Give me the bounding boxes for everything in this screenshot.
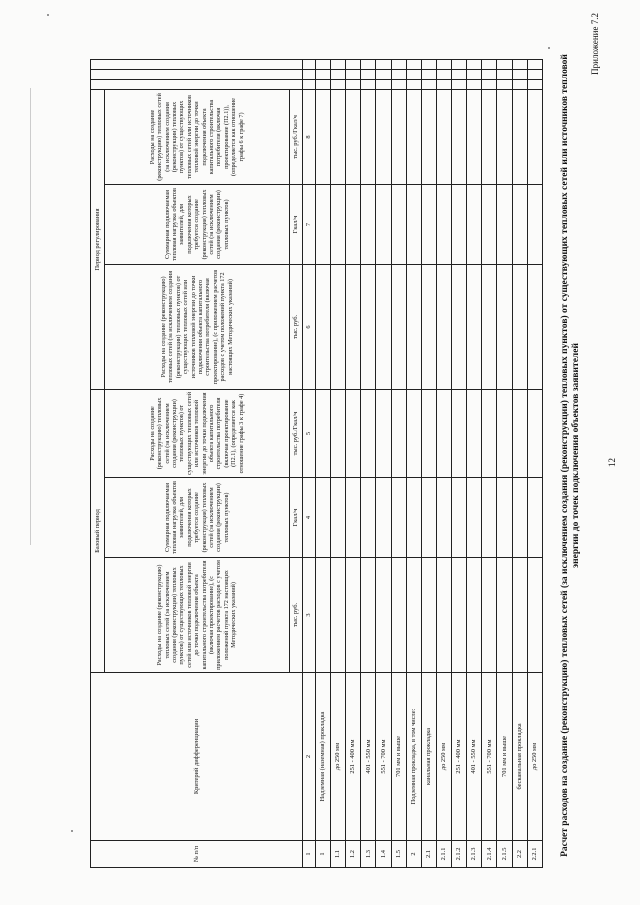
column-number: 1 bbox=[302, 841, 315, 868]
empty-cell bbox=[315, 264, 330, 389]
column-number: 8 bbox=[302, 89, 315, 184]
empty-cell bbox=[421, 478, 436, 558]
column-number: 2 bbox=[302, 673, 315, 841]
header-base-period: Базовый период bbox=[91, 389, 105, 672]
header-regulation-period: Период регулирования bbox=[91, 89, 105, 389]
empty-cell bbox=[421, 184, 436, 264]
empty-cell bbox=[315, 89, 330, 184]
empty-cell bbox=[512, 184, 527, 264]
empty-cell bbox=[482, 184, 497, 264]
table-row bbox=[482, 59, 497, 867]
header-col3: Расходы на создание (реконструкцию) тепловых сетей (за исключением создания (реконструкции) тепловых пунктов) от существующих тепловых сетей или источников тепловой энергии до точки подключения объекта капитального строительства потребителя (включая проектирование), (с приложением расчетов расходов с учетом положений пункта 172 настоящих Методических указаний) bbox=[105, 558, 290, 673]
header-num: № п/п bbox=[91, 841, 303, 868]
table-row bbox=[331, 59, 346, 867]
empty-cell bbox=[315, 558, 330, 673]
empty-cell bbox=[315, 184, 330, 264]
empty-cell bbox=[346, 59, 361, 69]
row-criteria: 401 - 550 мм bbox=[361, 673, 376, 841]
empty-cell bbox=[497, 478, 512, 558]
column-number: 4 bbox=[302, 478, 315, 558]
empty-cell bbox=[391, 389, 406, 477]
empty-cell bbox=[452, 389, 467, 477]
empty-cell bbox=[467, 264, 482, 389]
table-row bbox=[361, 59, 376, 867]
empty-cell bbox=[361, 184, 376, 264]
table-row bbox=[315, 59, 330, 867]
row-number: 2.2 bbox=[512, 841, 527, 868]
empty-cell bbox=[315, 69, 330, 79]
empty-cell bbox=[406, 264, 421, 389]
empty-cell bbox=[361, 69, 376, 79]
empty-cell bbox=[421, 389, 436, 477]
empty-cell bbox=[376, 478, 391, 558]
empty-cell bbox=[512, 59, 527, 69]
empty-cell bbox=[467, 89, 482, 184]
empty-cell bbox=[482, 389, 497, 477]
table-row bbox=[467, 59, 482, 867]
table-row bbox=[421, 59, 436, 867]
empty-cell bbox=[497, 558, 512, 673]
empty-cell bbox=[361, 478, 376, 558]
empty-cell bbox=[482, 89, 497, 184]
empty-cell bbox=[346, 389, 361, 477]
empty-cell bbox=[346, 184, 361, 264]
empty-cell bbox=[527, 478, 542, 558]
empty-cell bbox=[467, 59, 482, 69]
empty-header-cell bbox=[91, 79, 303, 89]
table-row bbox=[406, 59, 421, 867]
empty-header-cell bbox=[91, 69, 303, 79]
empty-cell bbox=[331, 79, 346, 89]
row-criteria: 251 - 400 мм bbox=[452, 673, 467, 841]
empty-cell bbox=[467, 478, 482, 558]
empty-cell bbox=[436, 558, 451, 673]
row-criteria: Подземная прокладка, в том числе: bbox=[406, 673, 421, 841]
empty-cell bbox=[527, 389, 542, 477]
empty-cell bbox=[331, 69, 346, 79]
empty-cell bbox=[512, 389, 527, 477]
column-number: 6 bbox=[302, 264, 315, 389]
table-row bbox=[527, 59, 542, 867]
empty-cell bbox=[527, 69, 542, 79]
empty-cell bbox=[512, 478, 527, 558]
empty-cell bbox=[391, 264, 406, 389]
header-criteria: Критерий дифференциации bbox=[91, 673, 303, 841]
row-number: 1.3 bbox=[361, 841, 376, 868]
empty-cell bbox=[452, 89, 467, 184]
empty-cell bbox=[406, 478, 421, 558]
empty-cell bbox=[497, 389, 512, 477]
empty-cell bbox=[452, 264, 467, 389]
empty-cell bbox=[331, 89, 346, 184]
empty-cell bbox=[376, 558, 391, 673]
empty-cell bbox=[421, 69, 436, 79]
empty-cell bbox=[346, 79, 361, 89]
unit-cell: тыс. руб./Гкал/ч bbox=[289, 389, 302, 477]
row-criteria: 401 - 550 мм bbox=[467, 673, 482, 841]
empty-cell bbox=[452, 79, 467, 89]
empty-cell bbox=[512, 264, 527, 389]
empty-cell bbox=[302, 79, 315, 89]
empty-cell bbox=[391, 59, 406, 69]
empty-cell bbox=[467, 558, 482, 673]
appendix-label: Приложение 7.2 bbox=[590, 13, 600, 75]
empty-cell bbox=[376, 264, 391, 389]
empty-cell bbox=[421, 89, 436, 184]
row-criteria: 701 мм и выше bbox=[391, 673, 406, 841]
empty-cell bbox=[436, 184, 451, 264]
empty-cell bbox=[497, 89, 512, 184]
row-number: 2 bbox=[406, 841, 421, 868]
empty-cell bbox=[406, 79, 421, 89]
empty-cell bbox=[436, 89, 451, 184]
table-row bbox=[346, 59, 361, 867]
header-col7: Суммарная подключаемая тепловая нагрузка объектов заявителей, для подключения которых требуется создание (реконструкция) тепловых сетей (за исключением создания (реконструкции) тепловых пунктов) bbox=[105, 184, 290, 264]
unit-cell: Гкал/ч bbox=[289, 184, 302, 264]
empty-cell bbox=[331, 389, 346, 477]
header-col5: Расходы на создание (реконструкцию) тепловых сетей (за исключением создания (реконструкции) тепловых пунктов) от существующих тепловых сетей или источников тепловой энергии до точки подключения объекта капитального строительства потребителя (включая проектирование (П2.1), (определяется как отношение графы 3 к графе 4) bbox=[105, 389, 290, 477]
empty-cell bbox=[467, 69, 482, 79]
empty-cell bbox=[376, 89, 391, 184]
header-col6: Расходы на создание (реконструкцию) тепловых сетей (за исключением создания (реконструкции) тепловых пунктов) от существующих тепловых сетей или источников тепловой энергии до точки подключения объекта капитального строительства потребителя (включая проектирование), (с приложением расчетов расходов с учетом положений пункта 172 настоящих Методических указаний) bbox=[105, 264, 290, 389]
empty-cell bbox=[331, 478, 346, 558]
empty-cell bbox=[512, 558, 527, 673]
unit-cell: Гкал/ч bbox=[289, 478, 302, 558]
empty-cell bbox=[331, 184, 346, 264]
empty-cell bbox=[346, 89, 361, 184]
empty-cell bbox=[467, 389, 482, 477]
row-number: 1.4 bbox=[376, 841, 391, 868]
column-number: 5 bbox=[302, 389, 315, 477]
table-row bbox=[452, 59, 467, 867]
empty-cell bbox=[512, 89, 527, 184]
empty-cell bbox=[436, 79, 451, 89]
header-col4: Суммарная подключаемая тепловая нагрузка объектов заявителей, для подключения которых требуется создание (реконструкция) тепловых сетей (за исключением создания (реконструкции) тепловых пунктов) bbox=[105, 478, 290, 558]
empty-cell bbox=[482, 69, 497, 79]
table-row bbox=[497, 59, 512, 867]
cost-calculation-table bbox=[90, 59, 543, 868]
empty-cell bbox=[527, 184, 542, 264]
unit-cell: тыс. руб./Гкал/ч bbox=[289, 89, 302, 184]
empty-cell bbox=[361, 89, 376, 184]
empty-cell bbox=[406, 69, 421, 79]
empty-cell bbox=[467, 184, 482, 264]
empty-cell bbox=[346, 264, 361, 389]
row-criteria: Надземная (наземная) прокладка bbox=[315, 673, 330, 841]
row-criteria: 551 - 700 мм bbox=[482, 673, 497, 841]
empty-cell bbox=[436, 389, 451, 477]
empty-cell bbox=[391, 79, 406, 89]
empty-cell bbox=[361, 264, 376, 389]
empty-cell bbox=[452, 558, 467, 673]
empty-cell bbox=[346, 478, 361, 558]
empty-cell bbox=[436, 59, 451, 69]
empty-cell bbox=[497, 69, 512, 79]
row-number: 2.1.2 bbox=[452, 841, 467, 868]
row-number: 1.5 bbox=[391, 841, 406, 868]
unit-cell: тыс. руб. bbox=[289, 264, 302, 389]
empty-cell bbox=[302, 59, 315, 69]
empty-cell bbox=[452, 184, 467, 264]
empty-cell bbox=[527, 264, 542, 389]
row-criteria: канальная прокладка bbox=[421, 673, 436, 841]
empty-cell bbox=[527, 59, 542, 69]
table-row bbox=[391, 59, 406, 867]
empty-cell bbox=[302, 69, 315, 79]
empty-cell bbox=[421, 264, 436, 389]
row-number: 2.1.5 bbox=[497, 841, 512, 868]
row-criteria: 551 - 700 мм bbox=[376, 673, 391, 841]
row-criteria: до 250 мм bbox=[436, 673, 451, 841]
row-number: 1.1 bbox=[331, 841, 346, 868]
empty-cell bbox=[391, 89, 406, 184]
row-number: 2.1.3 bbox=[467, 841, 482, 868]
empty-cell bbox=[452, 478, 467, 558]
empty-cell bbox=[361, 389, 376, 477]
empty-cell bbox=[315, 389, 330, 477]
empty-cell bbox=[376, 69, 391, 79]
unit-cell: тыс. руб. bbox=[289, 558, 302, 673]
row-number: 2.2.1 bbox=[527, 841, 542, 868]
empty-cell bbox=[467, 79, 482, 89]
empty-cell bbox=[436, 69, 451, 79]
column-number: 7 bbox=[302, 184, 315, 264]
row-number: 2.1.1 bbox=[436, 841, 451, 868]
row-criteria: 251 - 400 мм bbox=[346, 673, 361, 841]
document-title: Расчет расходов на создание (реконструкцию) тепловых сетей (за исключением создания (реконструкции) тепловых пунктов) от существующих тепловых сетей или источников тепловой энергии до точек подключения объектов заявителей bbox=[560, 54, 581, 857]
empty-cell bbox=[406, 558, 421, 673]
empty-cell bbox=[406, 389, 421, 477]
empty-cell bbox=[497, 79, 512, 89]
empty-cell bbox=[527, 89, 542, 184]
table-row bbox=[436, 59, 451, 867]
empty-cell bbox=[331, 264, 346, 389]
empty-cell bbox=[346, 558, 361, 673]
empty-cell bbox=[376, 389, 391, 477]
row-criteria: до 250 мм bbox=[331, 673, 346, 841]
empty-cell bbox=[497, 264, 512, 389]
empty-cell bbox=[315, 478, 330, 558]
empty-cell bbox=[391, 69, 406, 79]
empty-cell bbox=[315, 79, 330, 89]
empty-header-cell bbox=[91, 59, 303, 69]
empty-cell bbox=[482, 478, 497, 558]
empty-cell bbox=[331, 558, 346, 673]
page-number: 12 bbox=[607, 458, 617, 467]
empty-cell bbox=[346, 69, 361, 79]
empty-cell bbox=[482, 79, 497, 89]
empty-cell bbox=[361, 558, 376, 673]
empty-cell bbox=[376, 59, 391, 69]
empty-cell bbox=[376, 184, 391, 264]
row-criteria: до 250 мм bbox=[527, 673, 542, 841]
empty-cell bbox=[391, 558, 406, 673]
empty-cell bbox=[406, 184, 421, 264]
table-row bbox=[376, 59, 391, 867]
empty-cell bbox=[391, 478, 406, 558]
empty-cell bbox=[512, 79, 527, 89]
row-number: 2.1 bbox=[421, 841, 436, 868]
empty-cell bbox=[406, 89, 421, 184]
empty-cell bbox=[421, 558, 436, 673]
empty-cell bbox=[527, 558, 542, 673]
header-col8: Расходы на создание (реконструкцию) тепловых сетей (за исключением создания (реконструкции) тепловых пунктов) от существующих тепловых сетей или источников тепловой энергии до точки подключения объекта капитального строительства потребителя (включая проектирование (П2.1)), (определяется как отношение графы 6 к графе 7) bbox=[105, 89, 290, 184]
empty-cell bbox=[497, 184, 512, 264]
empty-cell bbox=[452, 59, 467, 69]
empty-cell bbox=[482, 558, 497, 673]
empty-cell bbox=[497, 59, 512, 69]
empty-cell bbox=[452, 69, 467, 79]
empty-cell bbox=[421, 79, 436, 89]
empty-cell bbox=[331, 59, 346, 69]
column-number: 3 bbox=[302, 558, 315, 673]
row-criteria: 701 мм и выше bbox=[497, 673, 512, 841]
row-number: 1 bbox=[315, 841, 330, 868]
empty-cell bbox=[421, 59, 436, 69]
empty-cell bbox=[527, 79, 542, 89]
row-number: 2.1.4 bbox=[482, 841, 497, 868]
empty-cell bbox=[391, 184, 406, 264]
empty-cell bbox=[482, 59, 497, 69]
empty-cell bbox=[406, 59, 421, 69]
empty-cell bbox=[436, 264, 451, 389]
empty-cell bbox=[361, 59, 376, 69]
empty-cell bbox=[376, 79, 391, 89]
empty-cell bbox=[512, 69, 527, 79]
table-row bbox=[512, 59, 527, 867]
row-number: 1.2 bbox=[346, 841, 361, 868]
empty-cell bbox=[436, 478, 451, 558]
empty-cell bbox=[361, 79, 376, 89]
empty-cell bbox=[482, 264, 497, 389]
empty-cell bbox=[315, 59, 330, 69]
row-criteria: бесканальная прокладка bbox=[512, 673, 527, 841]
